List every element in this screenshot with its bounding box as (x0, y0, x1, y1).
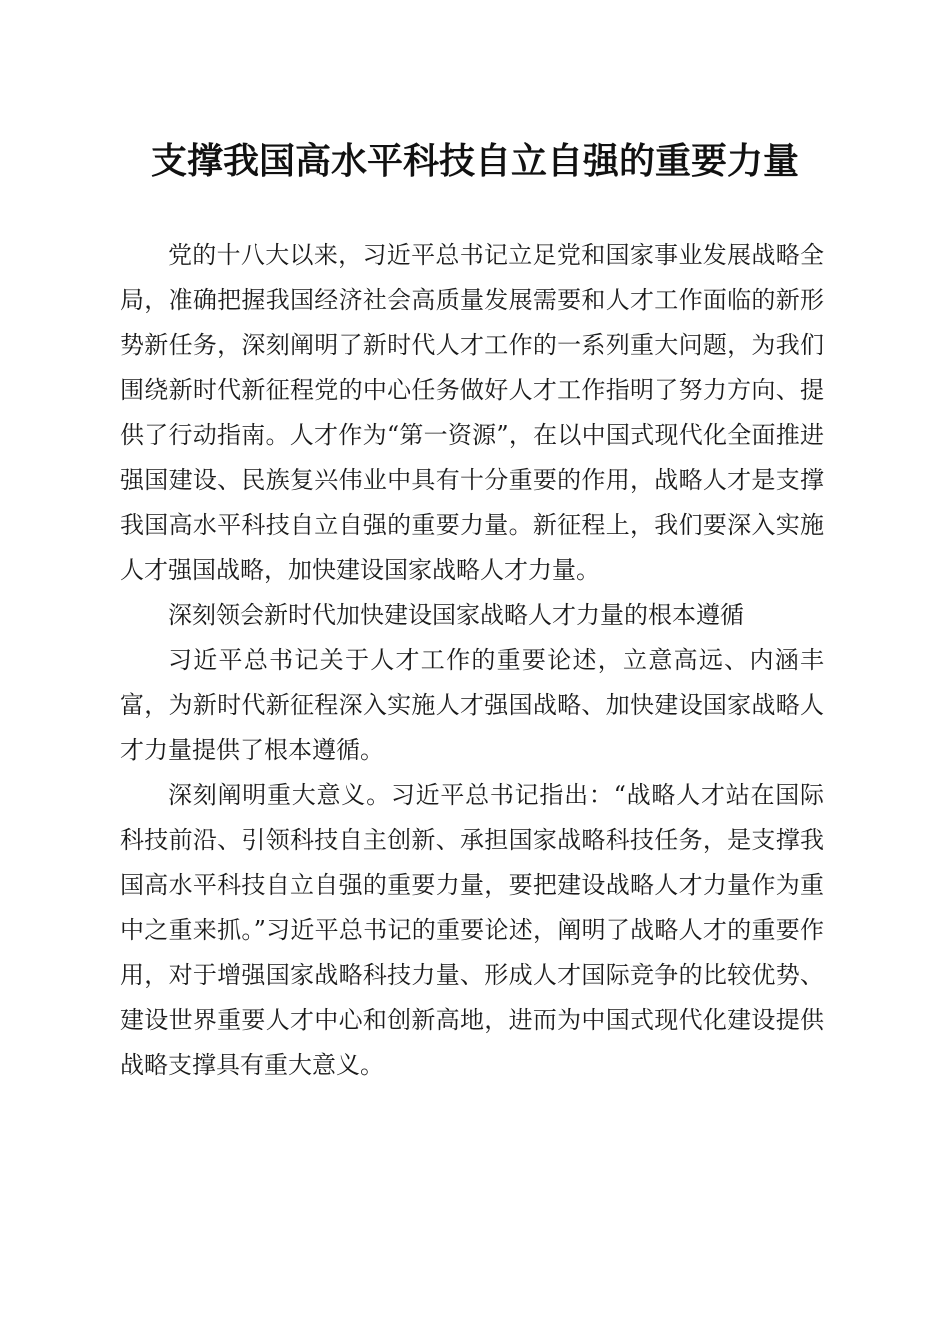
paragraph-section-lead: 习近平总书记关于人才工作的重要论述，立意高远、内涵丰富，为新时代新征程深入实施人才强国战略、加快建设国家战略人才力量提供了根本遵循。 (120, 646, 824, 764)
paragraph-intro: 党的十八大以来，习近平总书记立足党和国家事业发展战略全局，准确把握我国经济社会高质量发展需要和人才工作面临的新形势新任务，深刻阐明了新时代人才工作的一系列重大问题，为我们围绕新时代新征程党的中心任务做好人才工作指明了努力方向、提供了行动指南。人才作为“第一资源”，在以中国式现代化全面推进强国建设、民族复兴伟业中具有十分重要的作用，战略人才是支撑我国高水平科技自立自强的重要力量。新征程上，我们要深入实施人才强国战略，加快建设国家战略人才力量。 (120, 241, 824, 584)
document-body (120, 233, 824, 1088)
paragraph-significance: 深刻阐明重大意义。习近平总书记指出：“战略人才站在国际科技前沿、引领科技自主创新、承担国家战略科技任务，是支撑我国高水平科技自立自强的重要力量，要把建设战略人才力量作为重中之重来抓。”习近平总书记的重要论述，阐明了战略人才的重要作用，对于增强国家战略科技力量、形成人才国际竞争的比较优势、建设世界重要人才中心和创新高地，进而为中国式现代化建设提供战略支撑具有重大意义。 (120, 781, 824, 1079)
section-heading: 深刻领会新时代加快建设国家战略人才力量的根本遵循 (168, 601, 744, 629)
document-title: 支撑我国高水平科技自立自强的重要力量 (150, 140, 799, 182)
